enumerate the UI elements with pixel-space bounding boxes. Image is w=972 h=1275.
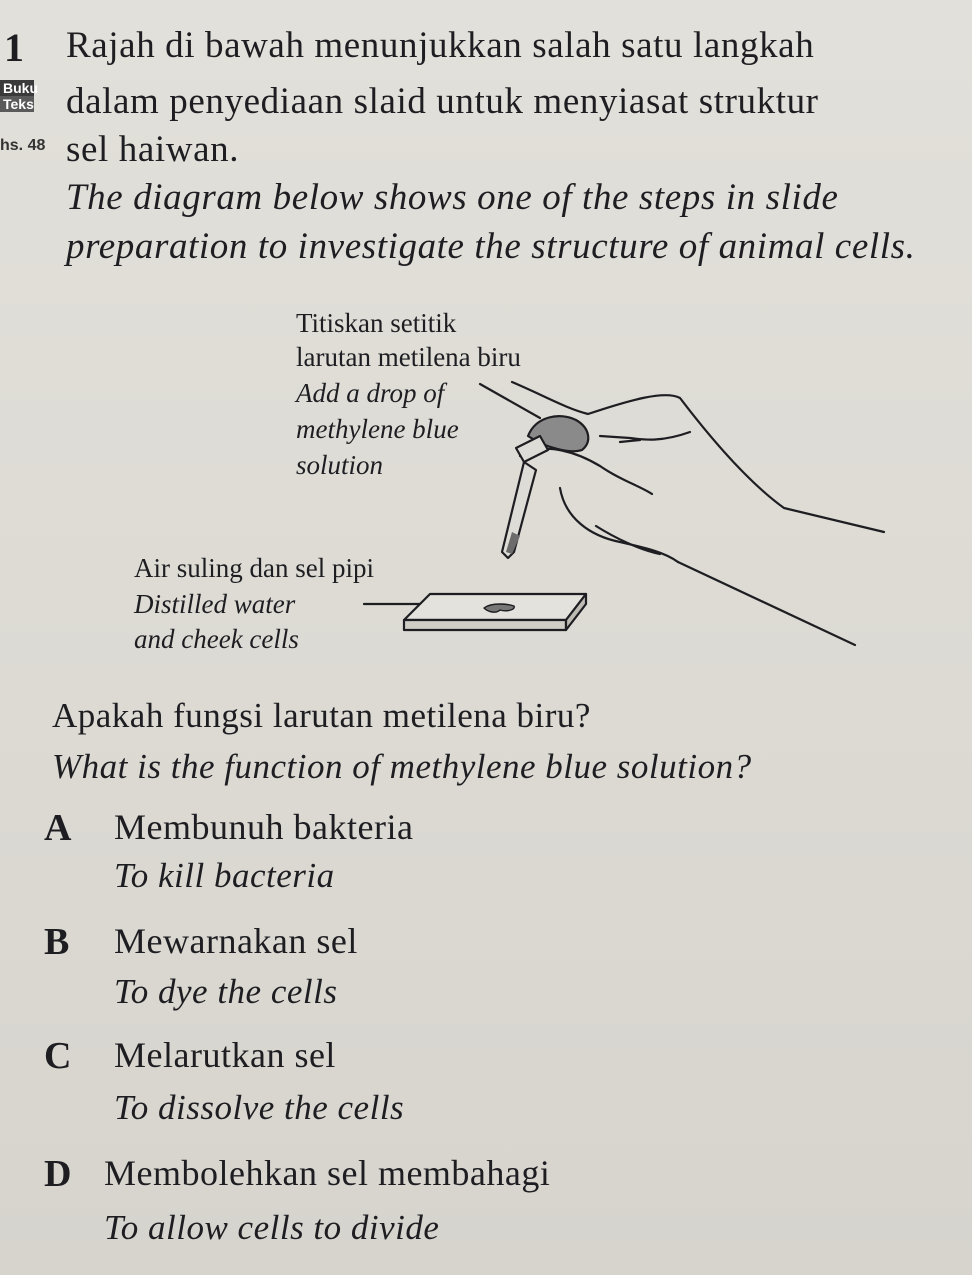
slide-label-en-2: and cheek cells	[134, 624, 299, 654]
dropper-collar	[516, 436, 548, 462]
option-c-en: To dissolve the cells	[114, 1088, 405, 1127]
option-d-letter: D	[44, 1153, 72, 1195]
slide-label-en-1: Distilled water	[134, 589, 296, 619]
finger-line	[620, 440, 640, 442]
option-a-letter: A	[44, 807, 72, 849]
option-c-letter: C	[44, 1035, 72, 1077]
thumb-outline	[520, 449, 652, 494]
dropper-and-hand-drawing	[0, 290, 972, 670]
badge-line-2: Teks	[0, 96, 34, 112]
question-en-line-2: preparation to investigate the structure of animal cells.	[66, 226, 916, 267]
slide-label-ms: Air suling dan sel pipi	[134, 553, 374, 583]
slide-front	[404, 620, 566, 630]
buku-teks-badge	[0, 80, 38, 112]
finger-line	[600, 432, 690, 440]
option-a-en: To kill bacteria	[114, 856, 335, 895]
option-a-ms: Membunuh bakteria	[114, 807, 414, 847]
dropper-label-ms-2: larutan metilena biru	[296, 342, 521, 372]
leader-line-dropper	[480, 384, 540, 418]
question-ms-line-2: dalam penyediaan slaid untuk menyiasat struktur	[66, 81, 819, 122]
dropper-tube	[502, 462, 536, 558]
question-ms-line-3: sel haiwan.	[66, 129, 240, 170]
question-en-line-1: The diagram below shows one of the steps in slide	[66, 177, 839, 218]
wrist-line	[678, 562, 855, 645]
dropper-label-en-1: Add a drop of	[296, 378, 445, 408]
option-b-ms: Mewarnakan sel	[114, 921, 358, 961]
option-b-en: To dye the cells	[114, 972, 338, 1011]
option-c-ms: Melarutkan sel	[114, 1035, 336, 1075]
dropper-label-en-2: methylene blue	[296, 414, 459, 444]
badge-line-1: Buku	[0, 80, 34, 96]
option-d-en: To allow cells to divide	[104, 1208, 440, 1247]
prompt-en: What is the function of methylene blue solution?	[52, 747, 752, 786]
question-ms-line-1: Rajah di bawah menunjukkan salah satu langkah	[66, 25, 815, 66]
option-b-letter: B	[44, 921, 70, 963]
cheek-cell-sample	[484, 604, 514, 612]
slide-preparation-diagram	[0, 290, 972, 670]
dropper-label-ms-1: Titiskan setitik	[296, 308, 457, 338]
finger-outline	[560, 488, 678, 562]
dropper-label-en-3: solution	[296, 450, 384, 480]
page-reference: hs. 48	[0, 137, 46, 154]
option-d-ms: Membolehkan sel membahagi	[104, 1153, 551, 1193]
question-number: 1	[4, 25, 24, 70]
prompt-ms: Apakah fungsi larutan metilena biru?	[52, 696, 591, 735]
